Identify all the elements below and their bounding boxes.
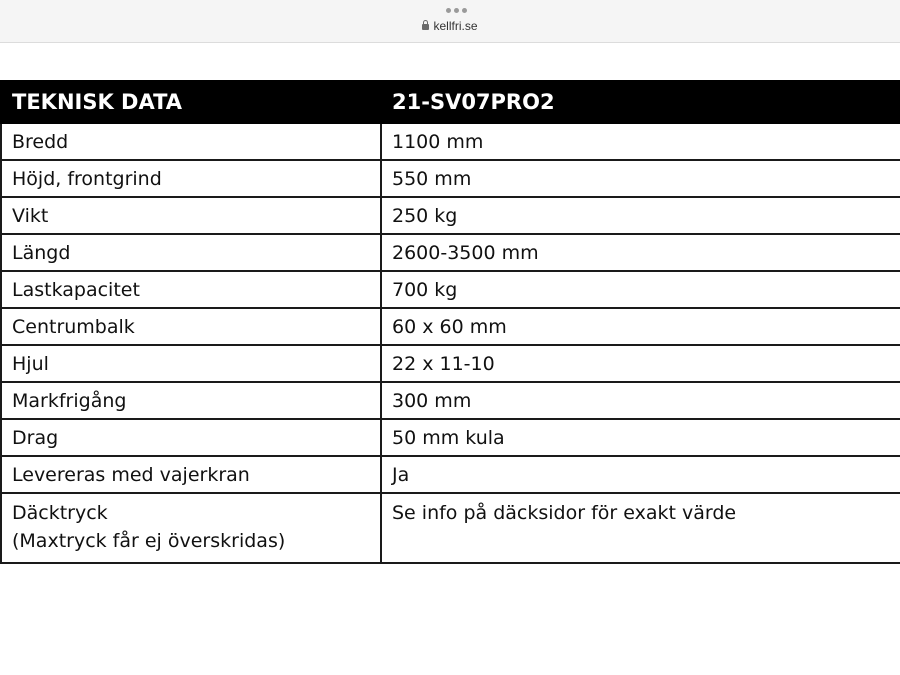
more-options-icon[interactable] [446, 8, 470, 14]
table-row [1, 234, 900, 271]
row-value: 300 mm [381, 382, 900, 419]
url-display[interactable] [0, 19, 900, 33]
row-label: Centrumbalk [1, 308, 381, 345]
table-row [1, 345, 900, 382]
row-label: Längd [1, 234, 381, 271]
row-value: 2600-3500 mm [381, 234, 900, 271]
row-label: Vikt [1, 197, 381, 234]
row-label: Lastkapacitet [1, 271, 381, 308]
row-value: 700 kg [381, 271, 900, 308]
table-row [1, 493, 900, 563]
table-row [1, 123, 900, 160]
row-value: 250 kg [381, 197, 900, 234]
url-text: kellfri.se [433, 19, 478, 33]
row-value: Se info på däcksidor för exakt värde [381, 493, 900, 563]
row-value: Ja [381, 456, 900, 493]
technical-data-table [0, 80, 900, 564]
row-label [1, 493, 381, 563]
row-label-line: Däcktryck [12, 502, 108, 524]
row-label: Markfrigång [1, 382, 381, 419]
table-row [1, 197, 900, 234]
row-value: 50 mm kula [381, 419, 900, 456]
table-row [1, 456, 900, 493]
row-label: Drag [1, 419, 381, 456]
table-row [1, 271, 900, 308]
row-label: Hjul [1, 345, 381, 382]
header-model: 21-SV07PRO2 [381, 81, 900, 123]
header-label: TEKNISK DATA [1, 81, 381, 123]
table-row [1, 160, 900, 197]
table-row [1, 419, 900, 456]
row-value: 550 mm [381, 160, 900, 197]
row-value: 1100 mm [381, 123, 900, 160]
browser-address-bar [0, 0, 900, 43]
row-label: Levereras med vajerkran [1, 456, 381, 493]
row-value: 60 x 60 mm [381, 308, 900, 345]
table-row [1, 308, 900, 345]
row-value: 22 x 11-10 [381, 345, 900, 382]
row-label: Höjd, frontgrind [1, 160, 381, 197]
row-label: Bredd [1, 123, 381, 160]
lock-icon [422, 24, 429, 30]
table-header-row [1, 81, 900, 123]
table-row [1, 382, 900, 419]
row-label-note: (Maxtryck får ej överskridas) [12, 530, 286, 552]
